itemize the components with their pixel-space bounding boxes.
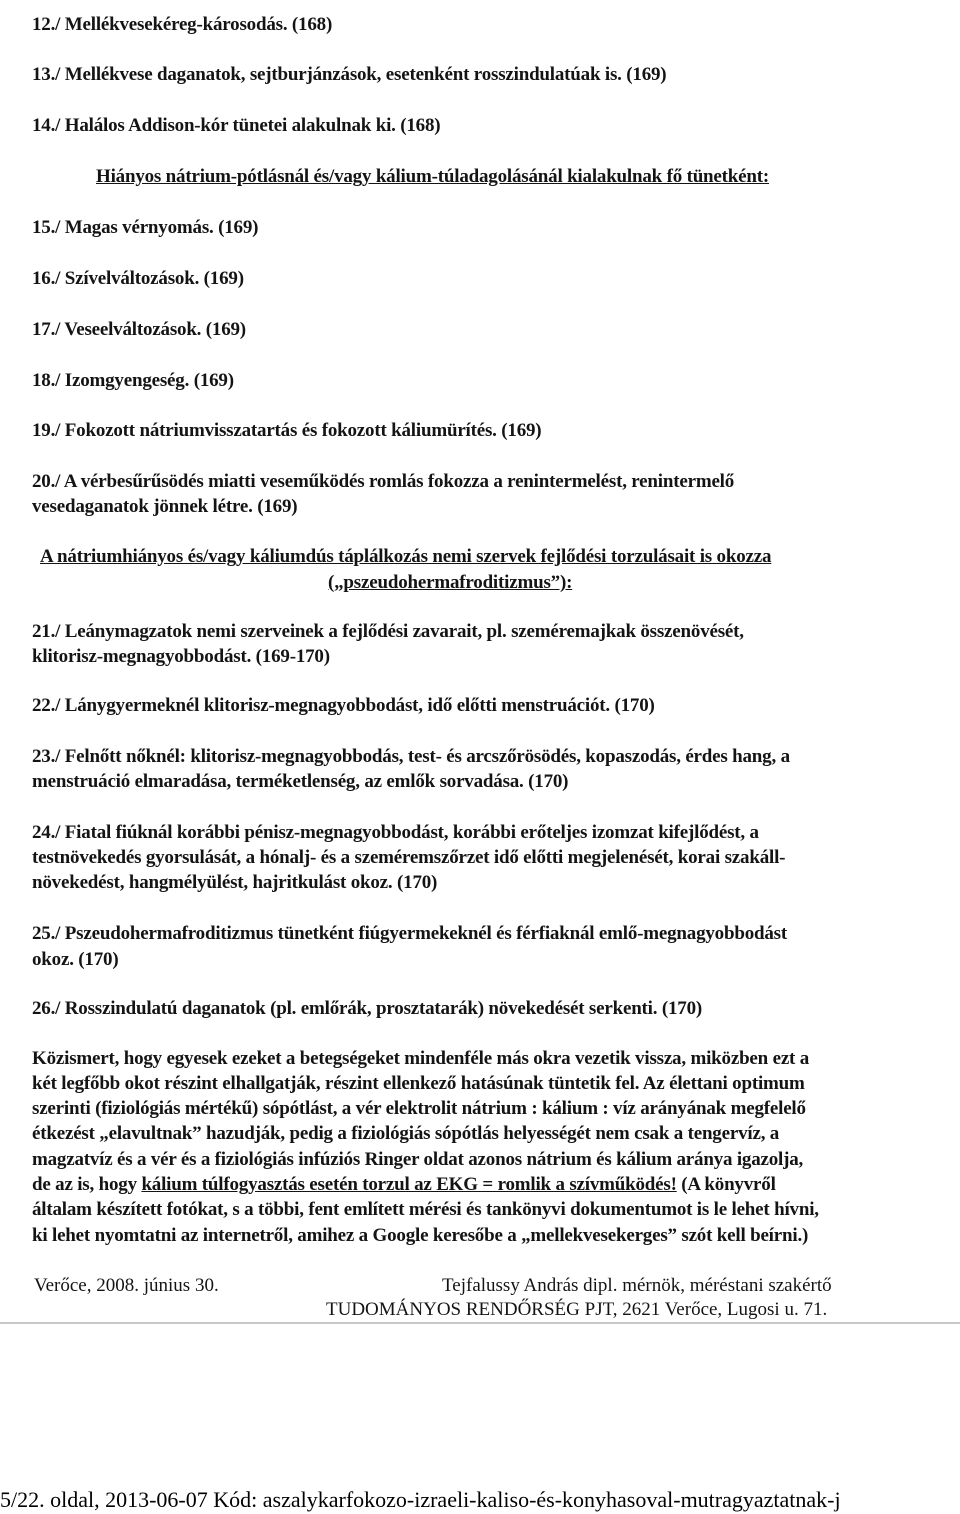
list-item: 17./ Veseelváltozások. (169) xyxy=(32,319,246,340)
scan-edge xyxy=(0,1322,960,1324)
list-item: 12./ Mellékvesekéreg-károsodás. (168) xyxy=(32,14,333,35)
paragraph-text: de az is, hogy xyxy=(32,1174,142,1195)
paragraph-text: (A könyvről xyxy=(676,1174,776,1195)
organization-address: TUDOMÁNYOS RENDŐRSÉG PJT, 2621 Verőce, Lugosi u. 71. xyxy=(326,1299,828,1320)
paragraph-line: szerinti (fiziológiás mértékű) sópótlást, a vér elektrolit nátrium : kálium : víz arányának megfelelő xyxy=(32,1098,806,1119)
list-item: 20./ A vérbesűrűsödés miatti veseműködés romlás fokozza a renintermelést, renintermelő xyxy=(32,471,735,492)
paragraph-line: étkezést „elavultnak” hazudják, pedig a fiziológiás sópótlás helyességét nem csak a tengervíz, a xyxy=(32,1123,780,1144)
list-item: növekedést, hangmélyülést, hajritkulást okoz. (170) xyxy=(32,872,438,893)
list-item: 19./ Fokozott nátriumvisszatartás és fokozott káliumürítés. (169) xyxy=(32,420,542,441)
place-date: Verőce, 2008. június 30. xyxy=(34,1275,219,1296)
list-item: testnövekedés gyorsulását, a hónalj- és a szeméremszőrzet idő előtti megjelenését, korai szakáll- xyxy=(32,847,786,868)
list-item: okoz. (170) xyxy=(32,949,119,970)
list-item: menstruáció elmaradása, terméketlenség, az emlők sorvadása. (170) xyxy=(32,771,569,792)
paragraph-line: ki lehet nyomtatni az internetről, amihez a Google keresőbe a „mellekvesekerges” szót kell beírni.) xyxy=(32,1225,809,1246)
list-item: 25./ Pszeudohermafroditizmus tünetként fiúgyermekeknél és férfiaknál emlő-megnagyobbodást xyxy=(32,923,787,944)
list-item: 24./ Fiatal fiúknál korábbi pénisz-megnagyobbodást, korábbi erőteljes izomzat kifejlődést, a xyxy=(32,822,759,843)
list-item: 18./ Izomgyengeség. (169) xyxy=(32,370,234,391)
list-item: 14./ Halálos Addison-kór tünetei alakulnak ki. (168) xyxy=(32,115,441,136)
list-item: 22./ Lánygyermeknél klitorisz-megnagyobbodást, idő előtti menstruációt. (170) xyxy=(32,695,655,716)
list-item: 15./ Magas vérnyomás. (169) xyxy=(32,217,259,238)
footer-text: 5/22. oldal, 2013-06-07 Kód: aszalykarfokozo-izraeli-kaliso-és-konyhasoval-mutragyaztatnak-j xyxy=(0,1487,841,1512)
list-item: 26./ Rosszindulatú daganatok (pl. emlőrák, prosztatarák) növekedését serkenti. (170) xyxy=(32,998,703,1019)
section-heading: Hiányos nátrium-pótlásnál és/vagy kálium-túladagolásánál kialakulnak fő tünetként: xyxy=(96,166,770,187)
list-item: klitorisz-megnagyobbodást. (169-170) xyxy=(32,646,330,667)
page-footer xyxy=(0,1486,960,1514)
paragraph-line xyxy=(32,1174,776,1196)
section-heading: („pszeudohermafroditizmus”): xyxy=(328,572,573,593)
underlined-warning: kálium túlfogyasztás esetén torzul az EKG = romlik a szívműködés! xyxy=(141,1174,677,1195)
paragraph-line: két legfőbb okot részint elhallgatják, részint ellenkező hatásúnak tüntetik fel. Az élettani optimum xyxy=(32,1073,805,1094)
paragraph-line: magzatvíz és a vér és a fiziológiás infúziós Ringer oldat azonos nátrium és kálium aránya igazolja, xyxy=(32,1149,804,1170)
list-item: vesedaganatok jönnek létre. (169) xyxy=(32,496,298,517)
list-item: 21./ Leánymagzatok nemi szerveinek a fejlődési zavarait, pl. szeméremajkak összenövését, xyxy=(32,621,744,642)
author-signature: Tejfalussy András dipl. mérnök, méréstani szakértő xyxy=(442,1275,832,1296)
section-heading: A nátriumhiányos és/vagy káliumdús táplálkozás nemi szervek fejlődési torzulásait is okozza xyxy=(40,546,772,567)
paragraph-line: Közismert, hogy egyesek ezeket a betegségeket mindenféle más okra vezetik vissza, miközben ezt a xyxy=(32,1048,810,1069)
paragraph-line: általam készített fotókat, s a többi, fent említett mérési és tankönyvi dokumentumot is le lehet hívni, xyxy=(32,1199,819,1220)
list-item: 16./ Szívelváltozások. (169) xyxy=(32,268,244,289)
list-item: 13./ Mellékvese daganatok, sejtburjánzások, esetenként rosszindulatúak is. (169) xyxy=(32,64,667,85)
list-item: 23./ Felnőtt nőknél: klitorisz-megnagyobbodás, test- és arcszőrösödés, kopaszodás, érdes hang, a xyxy=(32,746,790,767)
